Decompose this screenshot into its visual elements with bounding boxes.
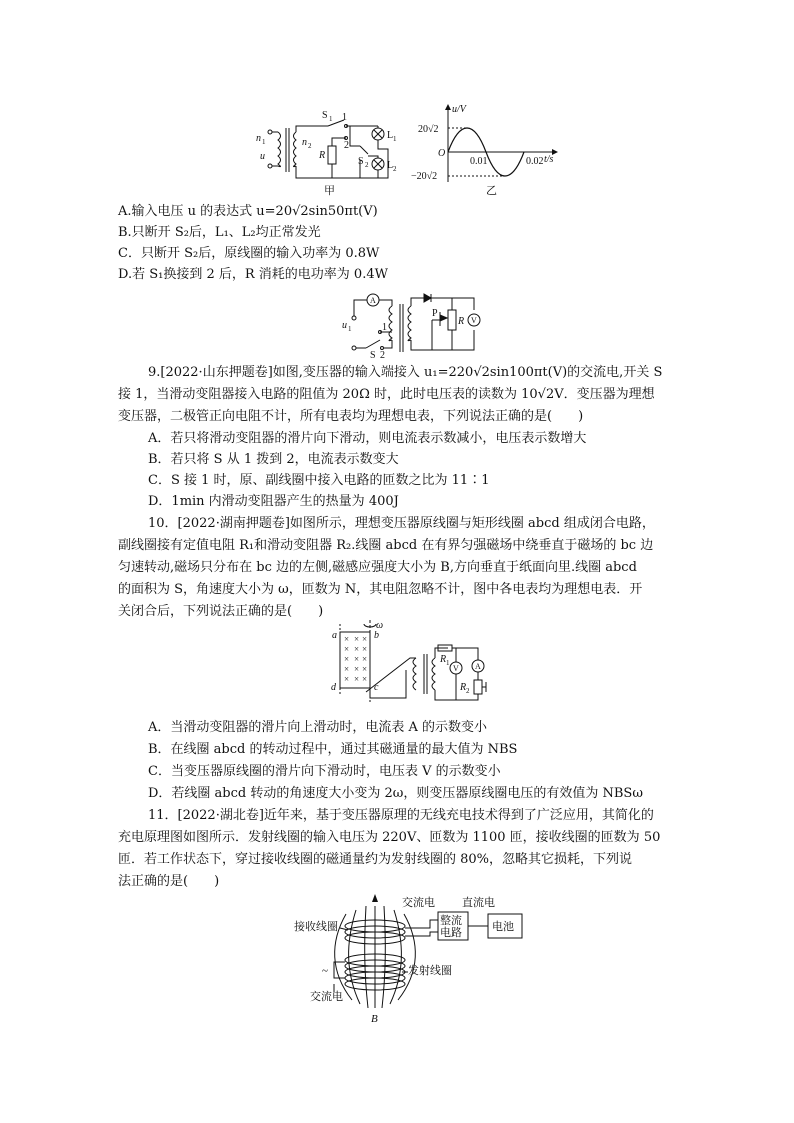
cross-4: × bbox=[344, 644, 350, 654]
q8-option-c: C．只断开 S₂后，原线圈的输入功率为 0.8W bbox=[118, 246, 380, 261]
cross-6: × bbox=[362, 644, 368, 654]
q8-option-d: D.若 S₁换接到 2 后，R 消耗的电功率为 0.4W bbox=[118, 267, 388, 282]
label-r9: R bbox=[458, 316, 465, 327]
cross-7: × bbox=[344, 654, 350, 664]
label-a: a bbox=[332, 630, 337, 641]
graph-xlabel: t/s bbox=[544, 154, 554, 165]
figure-10 bbox=[328, 618, 508, 710]
figure-9 bbox=[340, 288, 490, 358]
label-l2-sub: 2 bbox=[393, 165, 397, 173]
label-u: u bbox=[260, 151, 265, 162]
rectifier-label-1: 整流 bbox=[440, 915, 462, 927]
cross-15: × bbox=[362, 674, 368, 684]
q9-stem-3: 变压器，二极管正向电阻不计，所有电表均为理想电表，下列说法正确的是( ) bbox=[118, 409, 584, 424]
q10-stem-2: 副线圈接有定值电阻 R₁和滑动变阻器 R₂.线圈 abcd 在有界匀强磁场中绕垂直于磁场的 bc 边 bbox=[118, 538, 654, 553]
label-s: S bbox=[370, 350, 376, 358]
q9-option-b: B．若只将 S 从 1 拨到 2，电流表示数变大 bbox=[148, 452, 399, 467]
label-ac-bottom: 交流电 bbox=[310, 991, 343, 1003]
graph-ymax: 20√2 bbox=[418, 124, 439, 135]
q10-stem-1: 10．[2022·湖南押题卷]如图所示，理想变压器原线圈与矩形线圈 abcd 组成闭合电路， bbox=[148, 516, 655, 531]
cross-8: × bbox=[354, 654, 360, 664]
label-c: c bbox=[374, 682, 379, 693]
label-n2-sub: 2 bbox=[308, 142, 312, 150]
q10-option-a: A．当滑动变阻器的滑片向上滑动时，电流表 A 的示数变小 bbox=[148, 720, 488, 735]
label-n1: n bbox=[256, 133, 261, 144]
label-r: R bbox=[319, 150, 326, 161]
q10-option-b: B．在线圈 abcd 的转动过程中，通过其磁通量的最大值为 NBS bbox=[148, 742, 518, 757]
label-r1-sub: 1 bbox=[446, 659, 450, 667]
q11-stem-2: 充电原理图如图所示．发射线圈的输入电压为 220V、匝数为 1100 匝，接收线圈的匝数为 50 bbox=[118, 830, 661, 845]
caption-jia: 甲 bbox=[324, 185, 335, 197]
label-l1-sub: 1 bbox=[393, 135, 397, 143]
label-s2-sub: 2 bbox=[365, 161, 369, 169]
label-b-field: B bbox=[371, 1013, 378, 1024]
battery-label: 电池 bbox=[492, 921, 514, 933]
cross-9: × bbox=[362, 654, 368, 664]
q9-option-c: C．S 接 1 时，原、副线圈中接入电路的匝数之比为 11∶1 bbox=[148, 473, 490, 488]
q8-option-a: A.输入电压 u 的表达式 u=20√2sin50πt(V) bbox=[118, 204, 378, 219]
cross-11: × bbox=[354, 664, 360, 674]
label-pos2: 2 bbox=[344, 140, 349, 151]
label-s2: S bbox=[358, 156, 364, 167]
label-u1: u bbox=[342, 320, 347, 331]
cross-13: × bbox=[344, 674, 350, 684]
q11-stem-3: 匝．若工作状态下，穿过接收线圈的磁通量约为发射线圈的 80%，忽略其它损耗，下列说 bbox=[118, 852, 633, 867]
label-r1: R bbox=[440, 654, 447, 665]
label-r2-sub: 2 bbox=[466, 687, 470, 695]
cross-12: × bbox=[362, 664, 368, 674]
label-pos2-9: 2 bbox=[380, 350, 385, 358]
label-s1-sub: 1 bbox=[329, 115, 333, 123]
circuit-jia-labels bbox=[256, 110, 397, 197]
label-n2: n bbox=[302, 137, 307, 148]
label-d: d bbox=[331, 682, 336, 693]
q9-option-a: A．若只将滑动变阻器的滑片向下滑动，则电流表示数减小，电压表示数增大 bbox=[148, 431, 587, 446]
q10-option-c: C．当变压器原线圈的滑片向下滑动时，电压表 V 的示数变小 bbox=[148, 764, 501, 779]
q10-stem-5: 关闭合后，下列说法正确的是( ) bbox=[118, 604, 324, 619]
graph-ymin: −20√2 bbox=[411, 171, 438, 182]
label-dc: 直流电 bbox=[462, 897, 495, 909]
graph-t1: 0.01 bbox=[470, 156, 488, 167]
graph-t2: 0.02 bbox=[526, 156, 544, 167]
label-n1-sub: 1 bbox=[262, 138, 266, 146]
label-tilde: ~ bbox=[322, 965, 328, 977]
q11-stem-1: 11．[2022·湖北卷]近年来，基于变压器原理的无线充电技术得到了广泛应用，其简化的 bbox=[148, 808, 654, 823]
circuit-jia bbox=[268, 120, 388, 178]
label-l1: L bbox=[387, 130, 394, 141]
q10-stem-4: 的面积为 S，角速度大小为 ω，匝数为 N，其电阻忽略不计，图中各电表均为理想电表．开 bbox=[118, 582, 643, 597]
q11-stem-4: 法正确的是( ) bbox=[118, 874, 220, 889]
cross-3: × bbox=[362, 634, 368, 644]
label-receiver-coil: 接收线圈 bbox=[294, 921, 338, 933]
caption-yi: 乙 bbox=[486, 185, 497, 197]
label-ac-top: 交流电 bbox=[402, 897, 435, 909]
cross-5: × bbox=[354, 644, 360, 654]
ammeter-a: A bbox=[370, 296, 376, 305]
label-pos1: 1 bbox=[342, 112, 347, 123]
cross-1: × bbox=[344, 634, 350, 644]
figure-11 bbox=[290, 892, 540, 1024]
cross-14: × bbox=[354, 674, 360, 684]
q9-stem-1: 9.[2022·山东押题卷]如图,变压器的输入端接入 u₁=220√2sin100πt(V)的交流电,开关 S bbox=[148, 365, 663, 380]
q10-option-d: D．若线圈 abcd 转动的角速度大小变为 2ω，则变压器原线圈电压的有效值为 NBSω bbox=[148, 786, 643, 801]
label-s1: S bbox=[322, 110, 328, 121]
label-pos1-9: 1 bbox=[382, 322, 387, 333]
label-u1-sub: 1 bbox=[348, 325, 352, 333]
q9-stem-2: 接 1，当滑动变阻器接入电路的阻值为 20Ω 时，此时电压表的读数为 10√2V．变压器为理想 bbox=[118, 387, 655, 402]
figure-8 bbox=[248, 104, 568, 199]
q9-option-d: D．1min 内滑动变阻器产生的热量为 400J bbox=[148, 494, 399, 509]
cross-2: × bbox=[354, 634, 360, 644]
graph-yi bbox=[411, 104, 558, 197]
label-p: P bbox=[432, 308, 438, 319]
label-l2: L bbox=[387, 160, 394, 171]
label-transmitter-coil: 发射线圈 bbox=[408, 965, 452, 977]
q8-option-b: B.只断开 S₂后，L₁、L₂均正常发光 bbox=[118, 225, 321, 240]
label-omega: ω bbox=[376, 620, 384, 631]
label-r2: R bbox=[460, 682, 467, 693]
graph-ylabel: u/V bbox=[452, 104, 466, 115]
voltmeter-v: V bbox=[471, 316, 477, 325]
graph-origin: O bbox=[438, 148, 446, 159]
rectifier-label-2: 电路 bbox=[440, 927, 462, 939]
voltmeter-v10: V bbox=[453, 664, 459, 673]
label-b: b bbox=[374, 630, 379, 641]
cross-10: × bbox=[344, 664, 350, 674]
ammeter-a10: A bbox=[475, 662, 481, 671]
q10-stem-3: 匀速转动,磁场只分布在 bc 边的左侧,磁感应强度大小为 B,方向垂直于纸面向里.线圈 abcd bbox=[118, 560, 637, 575]
